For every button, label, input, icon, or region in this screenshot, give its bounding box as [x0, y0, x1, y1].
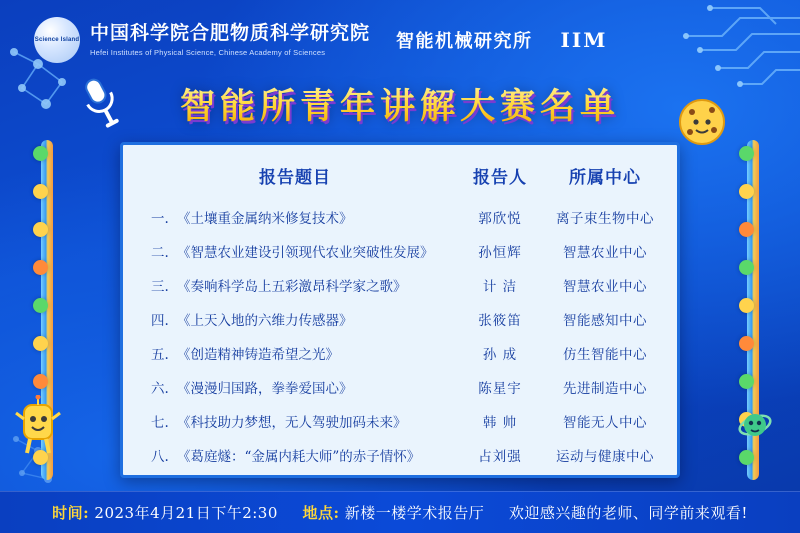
science-island-logo: [34, 17, 80, 63]
organization-block: [90, 23, 370, 57]
row-index: 五.: [151, 347, 169, 363]
mascot-planet-icon: [732, 405, 778, 445]
row-center: 运动与健康中心: [556, 449, 654, 465]
table-row: [145, 234, 655, 268]
page-title: 智能所青年讲解大赛名单: [180, 79, 620, 129]
column-header-center: 所属中心: [569, 168, 641, 188]
row-center: 仿生智能中心: [563, 347, 647, 363]
row-topic-text: 《科技助力梦想，无人驾驶加码未来》: [177, 415, 407, 431]
table-row: [145, 404, 655, 438]
row-topic-text: 《奏响科学岛上五彩激昂科学家之歌》: [177, 279, 407, 295]
row-topic: [145, 241, 445, 261]
table-row: [145, 370, 655, 404]
row-topic: [145, 309, 445, 329]
program-card: [120, 142, 680, 478]
row-topic: [145, 275, 445, 295]
row-index: 六.: [151, 381, 169, 397]
org-name-cn: 中国科学院合肥物质科学研究院: [90, 22, 371, 45]
row-topic-text: 《葛庭燧：“金属内耗大师”的赤子情怀》: [177, 449, 421, 465]
row-center: 离子束生物中心: [556, 211, 654, 227]
row-speaker: 韩 帅: [482, 415, 518, 431]
footer-bar: [0, 491, 800, 533]
row-index: 八.: [151, 449, 169, 465]
mascot-yellow-icon: [14, 395, 62, 455]
logo-label: Science Island: [34, 36, 80, 43]
row-center: 智能感知中心: [563, 313, 647, 329]
row-topic-text: 《创造精神铸造希望之光》: [177, 347, 339, 363]
row-topic: [145, 377, 445, 397]
table-row: [145, 438, 655, 472]
row-topic-text: 《智慧农业建设引领现代农业突破性发展》: [177, 245, 434, 261]
footer-note: 欢迎感兴趣的老师、同学前来观看!: [508, 504, 748, 522]
time-label: 时间:: [52, 504, 90, 522]
row-index: 七.: [151, 415, 169, 431]
table-row: [145, 268, 655, 302]
mascot-cookie-icon: [676, 96, 728, 148]
row-topic: [145, 207, 445, 227]
column-header-speaker: 报告人: [473, 168, 527, 188]
row-speaker: 计 洁: [482, 279, 518, 295]
row-index: 一.: [151, 211, 169, 227]
row-speaker: 陈星宇: [478, 381, 522, 397]
row-index: 二.: [151, 245, 169, 261]
row-center: 先进制造中心: [563, 381, 647, 397]
header-bar: [34, 14, 800, 66]
row-index: 三.: [151, 279, 169, 295]
table-row: [145, 336, 655, 370]
row-topic-text: 《土壤重金属纳米修复技术》: [177, 211, 353, 227]
row-speaker: 郭欣悦: [478, 211, 522, 227]
footer-text: [52, 502, 748, 523]
row-speaker: 孙 成: [482, 347, 518, 363]
row-index: 四.: [151, 313, 169, 329]
table-row: [145, 302, 655, 336]
institute-abbr: IIM: [560, 28, 608, 52]
table-row: [145, 200, 655, 234]
row-topic: [145, 411, 445, 431]
row-topic: [145, 343, 445, 363]
institute-name: 智能机械研究所: [396, 31, 533, 52]
row-speaker: 孙恒辉: [478, 245, 522, 261]
row-center: 智慧农业中心: [563, 245, 647, 261]
org-name-en: Hefei Institutes of Physical Science, Chinese Academy of Sciences: [90, 47, 326, 57]
place-value: 新楼一楼学术报告厅: [344, 504, 485, 522]
row-topic: [145, 445, 445, 465]
row-speaker: 占刘强: [478, 449, 522, 465]
time-value: 2023年4月21日下午2:30: [94, 504, 278, 522]
row-center: 智慧农业中心: [563, 279, 647, 295]
table-header: [145, 161, 655, 200]
place-label: 地点:: [302, 504, 340, 522]
row-center: 智能无人中心: [563, 415, 647, 431]
row-topic-text: 《上天入地的六维力传感器》: [177, 313, 353, 329]
column-header-topic: 报告题目: [259, 168, 331, 188]
row-speaker: 张筱笛: [478, 313, 522, 329]
row-topic-text: 《漫漫归国路，拳拳爱国心》: [177, 381, 353, 397]
